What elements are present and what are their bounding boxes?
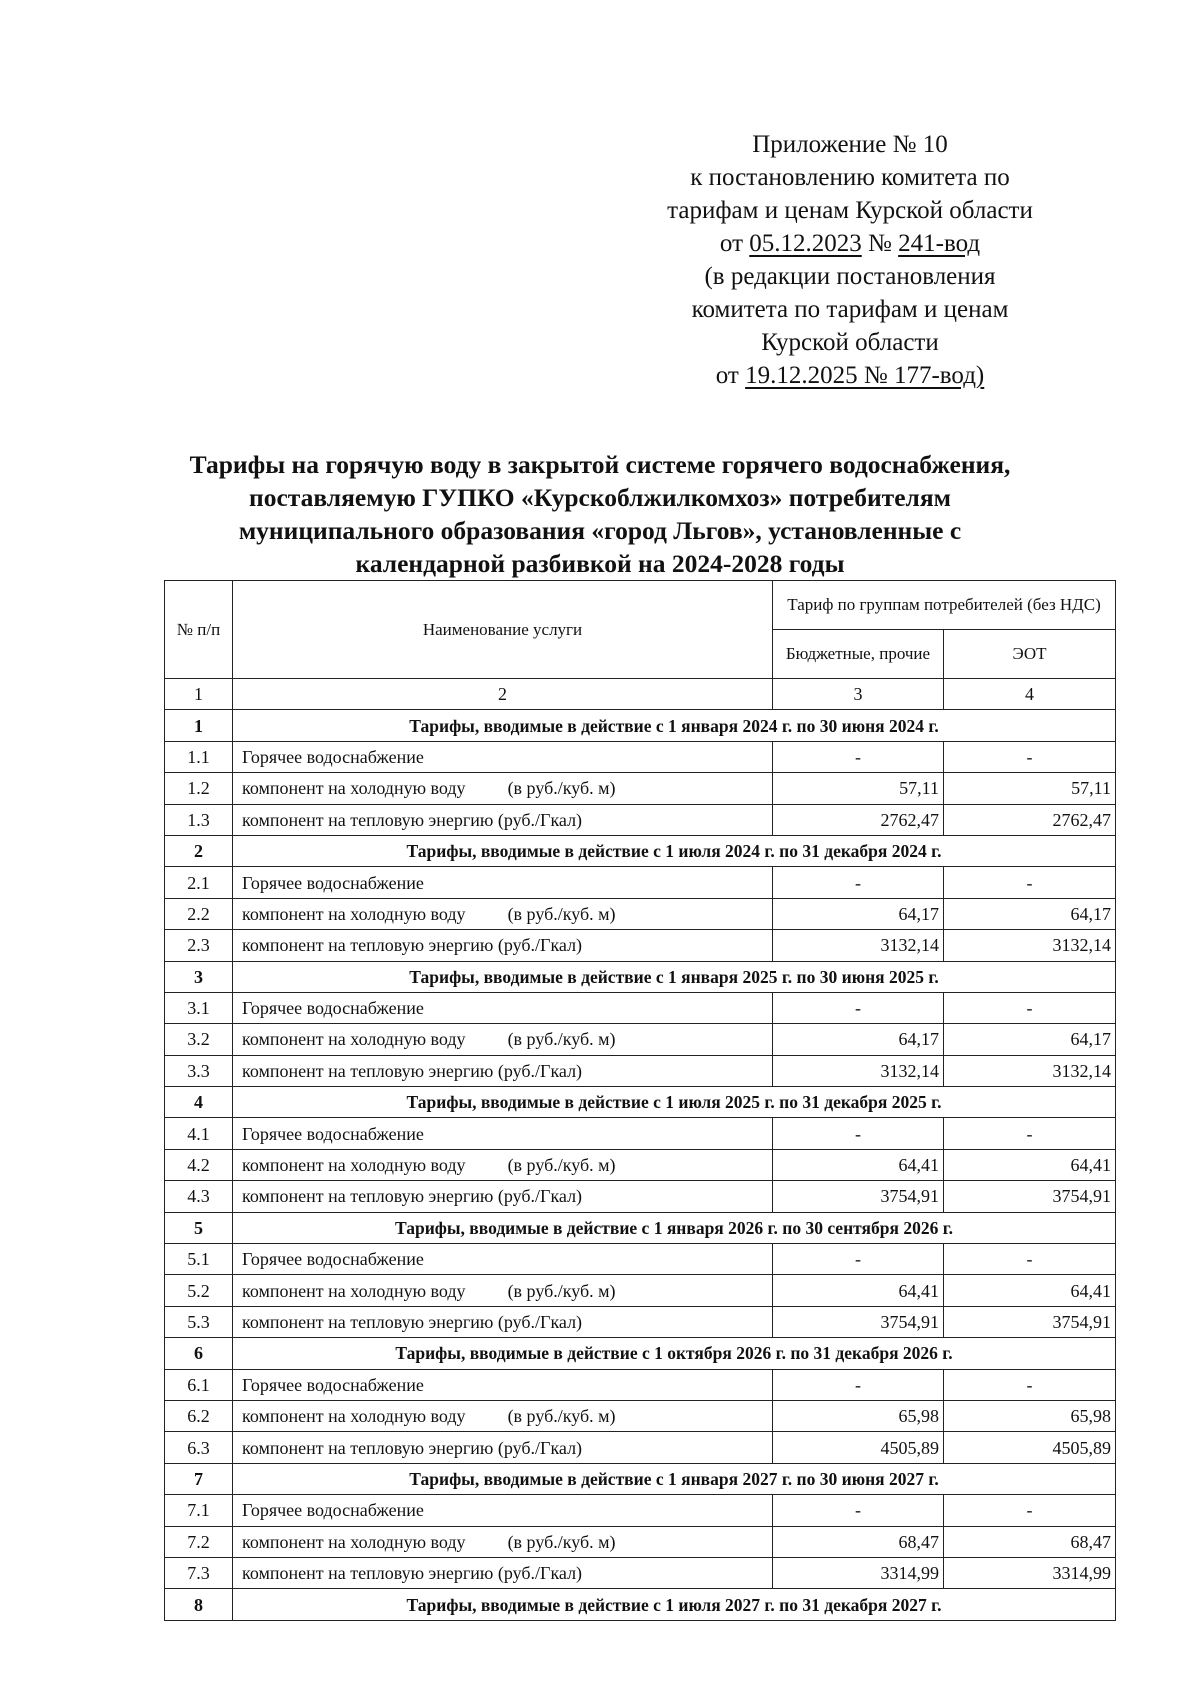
row-number: 6.1 bbox=[165, 1369, 233, 1400]
service-unit: (в руб./куб. м) bbox=[507, 1406, 616, 1427]
colnum-cell: 1 bbox=[165, 679, 233, 710]
budget-tariff-value: - bbox=[773, 741, 944, 772]
section-title: Тарифы, вводимые в действие с 1 октября 2026 г. по 31 декабря 2026 г. bbox=[233, 1338, 1116, 1369]
section-number: 6 bbox=[165, 1338, 233, 1369]
eot-tariff-value: 65,98 bbox=[944, 1400, 1116, 1431]
service-name-text: компонент на тепловую энергию (руб./Гкал) bbox=[242, 1563, 583, 1584]
resolution-date: 05.12.2023 bbox=[749, 230, 862, 257]
budget-tariff-value: - bbox=[773, 867, 944, 898]
table-row bbox=[165, 1055, 1116, 1086]
service-name bbox=[233, 1400, 773, 1431]
section-number: 7 bbox=[165, 1463, 233, 1494]
section-title: Тарифы, вводимые в действие с 1 января 2025 г. по 30 июня 2025 г. bbox=[233, 961, 1116, 992]
service-name-text: компонент на холодную воду bbox=[242, 1155, 466, 1176]
service-name bbox=[233, 992, 773, 1023]
service-name-text: Горячее водоснабжение bbox=[242, 872, 424, 893]
service-unit: (в руб./куб. м) bbox=[507, 1531, 616, 1552]
service-name bbox=[233, 1181, 773, 1212]
budget-tariff-value: 65,98 bbox=[773, 1400, 944, 1431]
service-name bbox=[233, 1526, 773, 1557]
budget-tariff-value: - bbox=[773, 1118, 944, 1149]
eot-tariff-value: 68,47 bbox=[944, 1526, 1116, 1557]
appendix-line: комитета по тарифам и ценам bbox=[691, 296, 1009, 323]
budget-tariff-value: - bbox=[773, 992, 944, 1023]
section-row bbox=[165, 1212, 1116, 1243]
eot-tariff-value: 3754,91 bbox=[944, 1181, 1116, 1212]
table-row bbox=[165, 1024, 1116, 1055]
service-name-text: компонент на холодную воду bbox=[242, 778, 466, 799]
row-number: 5.1 bbox=[165, 1244, 233, 1275]
section-number: 3 bbox=[165, 961, 233, 992]
title-line: муниципального образования «город Льгов», установленные с bbox=[238, 516, 962, 545]
service-unit: (в руб./куб. м) bbox=[507, 1155, 616, 1176]
section-title: Тарифы, вводимые в действие с 1 января 2026 г. по 30 сентября 2026 г. bbox=[233, 1212, 1116, 1243]
appendix-line: (в редакции постановления bbox=[704, 263, 996, 290]
section-title: Тарифы, вводимые в действие с 1 июля 2025 г. по 31 декабря 2025 г. bbox=[233, 1087, 1116, 1118]
colnum-cell: 3 bbox=[773, 679, 944, 710]
eot-tariff-value: 64,17 bbox=[944, 898, 1116, 929]
table-row bbox=[165, 1400, 1116, 1431]
eot-tariff-value: 64,17 bbox=[944, 1024, 1116, 1055]
header-budget: Бюджетные, прочие bbox=[773, 630, 944, 679]
service-name bbox=[233, 1369, 773, 1400]
table-header-row bbox=[165, 581, 1116, 630]
section-title: Тарифы, вводимые в действие с 1 января 2024 г. по 30 июня 2024 г. bbox=[233, 710, 1116, 741]
header-num: № п/п bbox=[165, 581, 233, 679]
service-name-text: компонент на тепловую энергию (руб./Гкал) bbox=[242, 1312, 583, 1332]
colnum-cell: 2 bbox=[233, 679, 773, 710]
section-title: Тарифы, вводимые в действие с 1 июля 2024 г. по 31 декабря 2024 г. bbox=[233, 835, 1116, 866]
service-name bbox=[233, 1275, 773, 1306]
budget-tariff-value: 64,17 bbox=[773, 1024, 944, 1055]
service-unit: (в руб./куб. м) bbox=[507, 778, 616, 799]
table-row bbox=[165, 1369, 1116, 1400]
header-name: Наименование услуги bbox=[233, 581, 773, 679]
service-name-text: Горячее водоснабжение bbox=[242, 746, 424, 767]
budget-tariff-value: 3132,14 bbox=[773, 930, 944, 961]
appendix-resolution-ref: от 05.12.2023 № 241-вод bbox=[719, 230, 981, 257]
service-name bbox=[233, 898, 773, 929]
section-row bbox=[165, 1338, 1116, 1369]
row-number: 7.1 bbox=[165, 1495, 233, 1526]
budget-tariff-value: 3754,91 bbox=[773, 1181, 944, 1212]
eot-tariff-value: 3132,14 bbox=[944, 1055, 1116, 1086]
section-row bbox=[165, 710, 1116, 741]
section-number: 1 bbox=[165, 710, 233, 741]
row-number: 3.1 bbox=[165, 992, 233, 1023]
row-number: 4.3 bbox=[165, 1181, 233, 1212]
eot-tariff-value: 64,41 bbox=[944, 1275, 1116, 1306]
eot-tariff-value: - bbox=[944, 1369, 1116, 1400]
service-name bbox=[233, 1557, 773, 1588]
row-number: 4.1 bbox=[165, 1118, 233, 1149]
row-number: 7.3 bbox=[165, 1557, 233, 1588]
section-row bbox=[165, 1589, 1116, 1620]
budget-tariff-value: 64,41 bbox=[773, 1275, 944, 1306]
appendix-amendment-ref: от 19.12.2025 № 177-вод) bbox=[715, 362, 985, 389]
eot-tariff-value: - bbox=[944, 1495, 1116, 1526]
service-name-text: Горячее водоснабжение bbox=[242, 1249, 424, 1270]
header-eot: ЭОТ bbox=[944, 630, 1116, 679]
service-name-text: компонент на холодную воду bbox=[242, 1531, 466, 1552]
service-name-text: Горячее водоснабжение bbox=[242, 1123, 424, 1144]
section-row bbox=[165, 835, 1116, 866]
eot-tariff-value: - bbox=[944, 1244, 1116, 1275]
budget-tariff-value: 57,11 bbox=[773, 773, 944, 804]
table-row bbox=[165, 898, 1116, 929]
row-number: 2.3 bbox=[165, 930, 233, 961]
table-row bbox=[165, 1118, 1116, 1149]
appendix-title: Приложение № 10 bbox=[752, 131, 948, 158]
budget-tariff-value: - bbox=[773, 1495, 944, 1526]
section-number: 2 bbox=[165, 835, 233, 866]
budget-tariff-value: - bbox=[773, 1244, 944, 1275]
table-row bbox=[165, 1526, 1116, 1557]
service-name-text: компонент на холодную воду bbox=[242, 1406, 466, 1427]
column-number-row bbox=[165, 679, 1116, 710]
table-row bbox=[165, 1244, 1116, 1275]
row-number: 6.3 bbox=[165, 1432, 233, 1463]
budget-tariff-value: 3754,91 bbox=[773, 1306, 944, 1337]
table-row bbox=[165, 1275, 1116, 1306]
appendix-block bbox=[600, 128, 1100, 392]
service-name-text: компонент на тепловую энергию (руб./Гкал) bbox=[242, 1437, 583, 1458]
service-name bbox=[233, 1432, 773, 1463]
header-group: Тариф по группам потребителей (без НДС) bbox=[773, 581, 1116, 630]
service-name-text: компонент на тепловую энергию (руб./Гкал) bbox=[242, 935, 583, 956]
eot-tariff-value: 2762,47 bbox=[944, 804, 1116, 835]
title-line: поставляемую ГУПКО «Курскоблжилкомхоз» потребителям bbox=[249, 483, 951, 512]
title-line: Тарифы на горячую воду в закрытой системе горячего водоснабжения, bbox=[189, 450, 1011, 479]
eot-tariff-value: 3314,99 bbox=[944, 1557, 1116, 1588]
row-number: 4.2 bbox=[165, 1149, 233, 1180]
service-name-text: компонент на холодную воду bbox=[242, 1280, 466, 1301]
budget-tariff-value: 2762,47 bbox=[773, 804, 944, 835]
row-number: 1.2 bbox=[165, 773, 233, 804]
service-unit: (в руб./куб. м) bbox=[507, 1029, 616, 1050]
table-row bbox=[165, 992, 1116, 1023]
section-row bbox=[165, 1463, 1116, 1494]
row-number: 2.2 bbox=[165, 898, 233, 929]
row-number: 5.2 bbox=[165, 1275, 233, 1306]
budget-tariff-value: 64,17 bbox=[773, 898, 944, 929]
table-row bbox=[165, 1149, 1116, 1180]
row-number: 3.3 bbox=[165, 1055, 233, 1086]
appendix-line: тарифам и ценам Курской области bbox=[667, 197, 1033, 224]
section-title: Тарифы, вводимые в действие с 1 июля 2027 г. по 31 декабря 2027 г. bbox=[233, 1589, 1116, 1620]
budget-tariff-value: - bbox=[773, 1369, 944, 1400]
section-title: Тарифы, вводимые в действие с 1 января 2027 г. по 30 июня 2027 г. bbox=[233, 1463, 1116, 1494]
service-name bbox=[233, 930, 773, 961]
row-number: 7.2 bbox=[165, 1526, 233, 1557]
table-row bbox=[165, 930, 1116, 961]
service-name bbox=[233, 1149, 773, 1180]
service-name bbox=[233, 867, 773, 898]
row-number: 3.2 bbox=[165, 1024, 233, 1055]
service-unit: (в руб./куб. м) bbox=[507, 903, 616, 924]
service-name bbox=[233, 1055, 773, 1086]
service-name bbox=[233, 1244, 773, 1275]
service-unit: (в руб./куб. м) bbox=[507, 1280, 616, 1301]
table-row bbox=[165, 1432, 1116, 1463]
service-name bbox=[233, 804, 773, 835]
eot-tariff-value: - bbox=[944, 867, 1116, 898]
section-row bbox=[165, 1087, 1116, 1118]
table-row bbox=[165, 1306, 1116, 1337]
service-name-text: Горячее водоснабжение bbox=[242, 1500, 424, 1521]
section-number: 4 bbox=[165, 1087, 233, 1118]
amendment-ref: 19.12.2025 № 177-вод) bbox=[745, 362, 985, 389]
table-row bbox=[165, 867, 1116, 898]
service-name bbox=[233, 1306, 773, 1337]
table-row bbox=[165, 1557, 1116, 1588]
eot-tariff-value: - bbox=[944, 741, 1116, 772]
eot-tariff-value: 3754,91 bbox=[944, 1306, 1116, 1337]
section-number: 5 bbox=[165, 1212, 233, 1243]
table-row bbox=[165, 741, 1116, 772]
colnum-cell: 4 bbox=[944, 679, 1116, 710]
service-name-text: компонент на тепловую энергию (руб./Гкал) bbox=[242, 809, 583, 830]
service-name-text: Горячее водоснабжение bbox=[242, 1374, 424, 1395]
document-title bbox=[120, 448, 1080, 580]
row-number: 6.2 bbox=[165, 1400, 233, 1431]
tariff-table bbox=[164, 580, 1116, 1621]
section-row bbox=[165, 961, 1116, 992]
budget-tariff-value: 4505,89 bbox=[773, 1432, 944, 1463]
service-name bbox=[233, 1024, 773, 1055]
eot-tariff-value: - bbox=[944, 1118, 1116, 1149]
eot-tariff-value: 64,41 bbox=[944, 1149, 1116, 1180]
budget-tariff-value: 64,41 bbox=[773, 1149, 944, 1180]
table-row bbox=[165, 1495, 1116, 1526]
row-number: 5.3 bbox=[165, 1306, 233, 1337]
budget-tariff-value: 68,47 bbox=[773, 1526, 944, 1557]
appendix-line: Курской области bbox=[761, 329, 939, 356]
service-name-text: компонент на тепловую энергию (руб./Гкал) bbox=[242, 1186, 583, 1207]
budget-tariff-value: 3132,14 bbox=[773, 1055, 944, 1086]
table-row bbox=[165, 773, 1116, 804]
title-line: календарной разбивкой на 2024-2028 годы bbox=[355, 549, 845, 578]
tariff-table-body bbox=[165, 581, 1116, 1621]
appendix-line: к постановлению комитета по bbox=[690, 164, 1010, 191]
service-name-text: компонент на холодную воду bbox=[242, 903, 466, 924]
resolution-number: 241-вод bbox=[898, 230, 981, 257]
eot-tariff-value: 4505,89 bbox=[944, 1432, 1116, 1463]
table-row bbox=[165, 804, 1116, 835]
section-number: 8 bbox=[165, 1589, 233, 1620]
budget-tariff-value: 3314,99 bbox=[773, 1557, 944, 1588]
service-name-text: компонент на тепловую энергию (руб./Гкал) bbox=[242, 1060, 583, 1081]
service-name bbox=[233, 741, 773, 772]
table-row bbox=[165, 1181, 1116, 1212]
eot-tariff-value: 3132,14 bbox=[944, 930, 1116, 961]
service-name-text: компонент на холодную воду bbox=[242, 1029, 466, 1050]
service-name-text: Горячее водоснабжение bbox=[242, 998, 424, 1019]
service-name bbox=[233, 773, 773, 804]
row-number: 1.1 bbox=[165, 741, 233, 772]
row-number: 2.1 bbox=[165, 867, 233, 898]
service-name bbox=[233, 1118, 773, 1149]
row-number: 1.3 bbox=[165, 804, 233, 835]
service-name bbox=[233, 1495, 773, 1526]
eot-tariff-value: 57,11 bbox=[944, 773, 1116, 804]
eot-tariff-value: - bbox=[944, 992, 1116, 1023]
